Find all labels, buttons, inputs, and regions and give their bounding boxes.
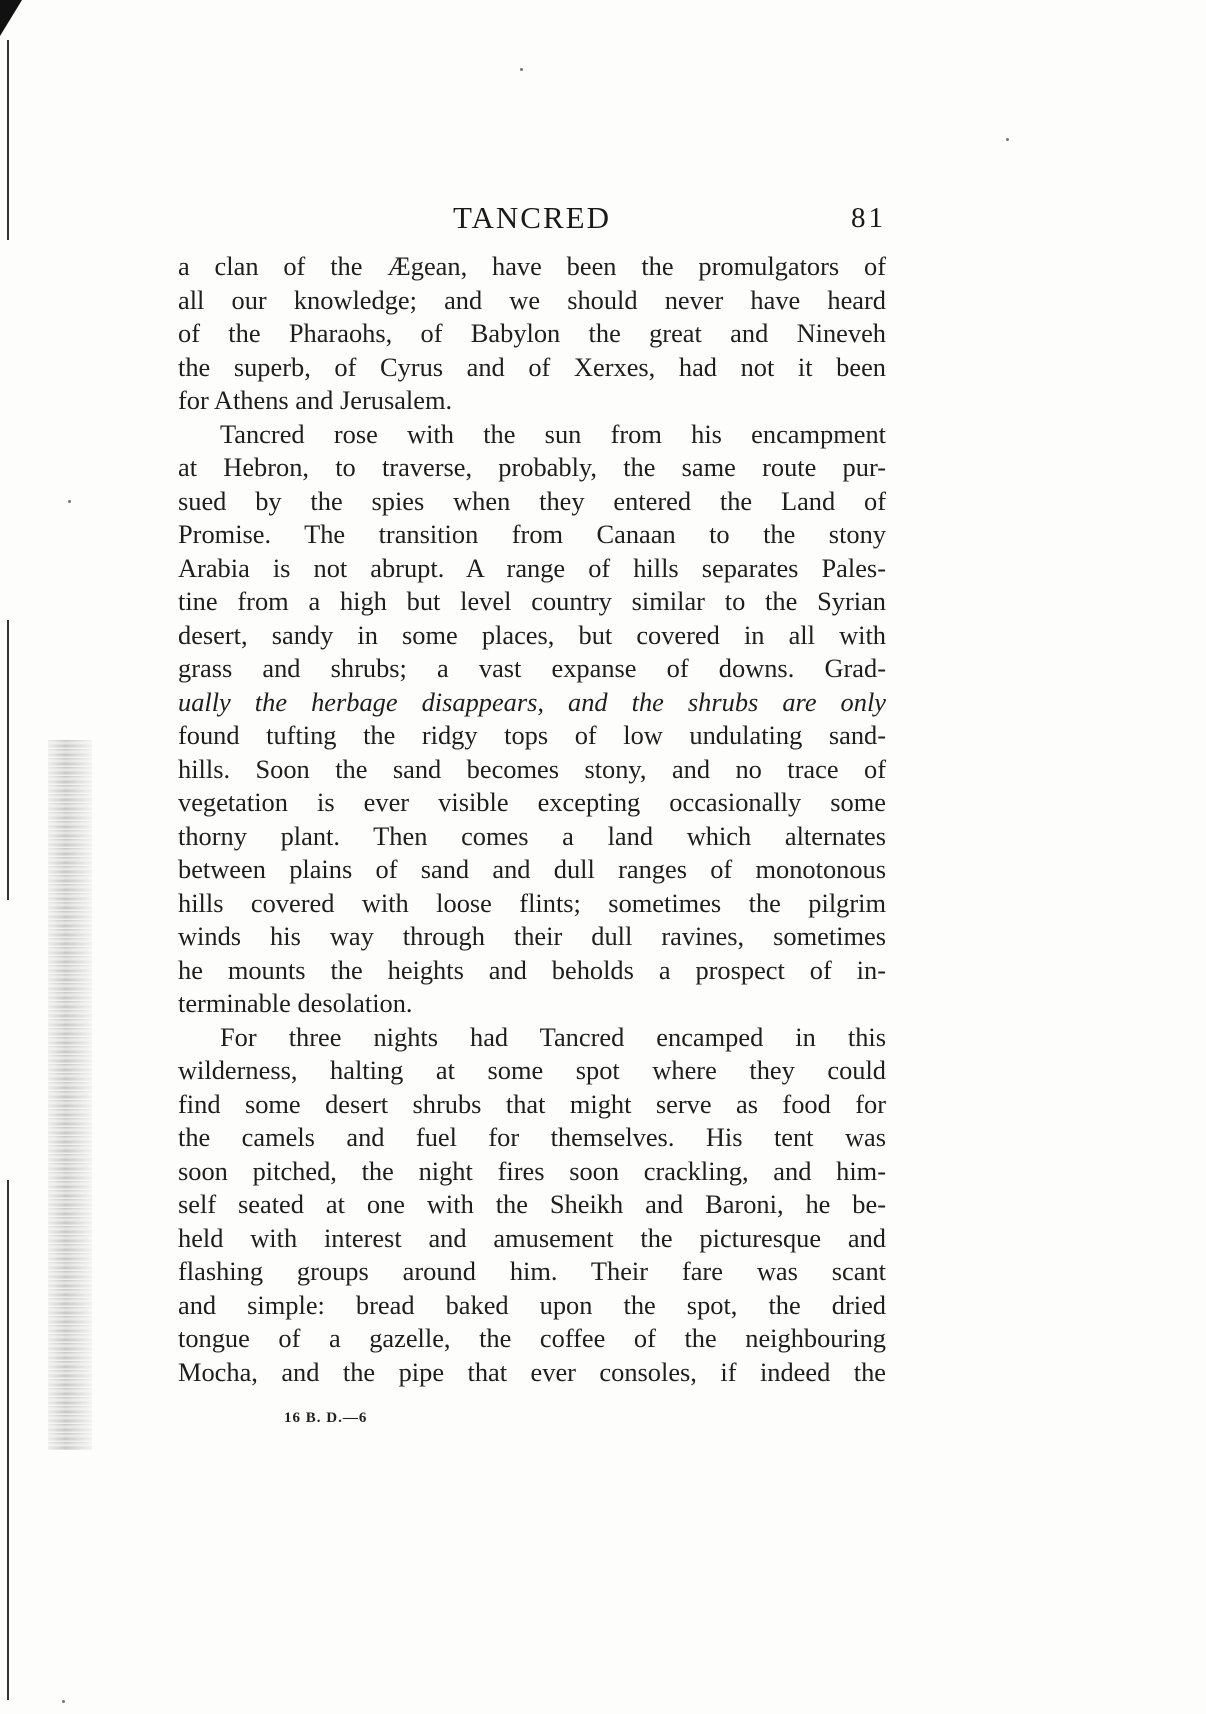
text-line: between plains of sand and dull ranges of monotonous xyxy=(178,854,886,884)
printer-signature: 16 B. D.—6 xyxy=(284,1410,368,1426)
text-line: and simple: bread baked upon the spot, the dried xyxy=(178,1289,886,1320)
text-line: a clan of the Ægean, have been the promulgators of xyxy=(178,251,886,281)
text-line: flashing groups around him. Their fare was scant xyxy=(178,1256,886,1286)
text-line: at Hebron, to traverse, probably, the same route pur- xyxy=(178,452,886,482)
text-line: sued by the spies when they entered the Land of xyxy=(178,485,886,516)
text-line: find some desert shrubs that might serve as food for xyxy=(178,1088,886,1119)
text-line: tongue of a gazelle, the coffee of the neighbouring xyxy=(178,1323,886,1353)
text-line: of the Pharaohs, of Babylon the great and Nineveh xyxy=(178,318,886,348)
text-line: wilderness, halting at some spot where they could xyxy=(178,1055,886,1085)
text-line: hills. Soon the sand becomes stony, and no trace of xyxy=(178,753,886,784)
binding-edge-line xyxy=(7,40,9,240)
running-head xyxy=(178,200,886,240)
scan-speck xyxy=(62,1700,65,1703)
text-line: found tufting the ridgy tops of low undulating sand- xyxy=(178,720,886,750)
text-line: held with interest and amusement the picturesque and xyxy=(178,1222,886,1253)
text-line: Mocha, and the pipe that ever consoles, if indeed the xyxy=(178,1356,886,1387)
text-line: grass and shrubs; a vast expanse of downs. Grad- xyxy=(178,653,886,683)
text-line: soon pitched, the night fires soon crackling, and him- xyxy=(178,1155,886,1186)
page-number: 81 xyxy=(851,202,886,234)
text-line: ually the herbage disappears, and the shrubs are only xyxy=(178,686,886,717)
text-line: Arabia is not abrupt. A range of hills separates Pales- xyxy=(178,552,886,583)
gutter-shadow xyxy=(48,740,92,1450)
text-line: the superb, of Cyrus and of Xerxes, had not it been xyxy=(178,351,886,382)
text-line: for Athens and Jerusalem. xyxy=(178,385,453,415)
text-line: Tancred rose with the sun from his encampment xyxy=(220,418,886,449)
text-line: tine from a high but level country similar to the Syrian xyxy=(178,586,886,616)
text-line: all our knowledge; and we should never have heard xyxy=(178,284,886,315)
text-line: he mounts the heights and beholds a prospect of in- xyxy=(178,954,886,985)
text-line: vegetation is ever visible excepting occasionally some xyxy=(178,787,886,817)
text-line: desert, sandy in some places, but covered in all with xyxy=(178,619,886,650)
binding-edge-line xyxy=(7,1180,9,1700)
binding-edge-line xyxy=(7,620,9,900)
text-line: Promise. The transition from Canaan to the stony xyxy=(178,519,886,549)
scan-speck xyxy=(68,500,71,503)
body-text xyxy=(178,250,886,1389)
running-title: TANCRED xyxy=(453,200,611,235)
text-line: self seated at one with the Sheikh and Baroni, he be- xyxy=(178,1189,886,1219)
text-line: the camels and fuel for themselves. His tent was xyxy=(178,1122,886,1152)
text-line: terminable desolation. xyxy=(178,988,413,1018)
scan-corner-mark xyxy=(0,0,22,36)
text-line: hills covered with loose flints; sometimes the pilgrim xyxy=(178,887,886,918)
text-line: For three nights had Tancred encamped in this xyxy=(220,1021,886,1052)
text-line: winds his way through their dull ravines, sometimes xyxy=(178,921,886,951)
scan-speck xyxy=(1006,138,1009,141)
scan-speck xyxy=(520,68,523,71)
text-line: thorny plant. Then comes a land which alternates xyxy=(178,820,886,851)
